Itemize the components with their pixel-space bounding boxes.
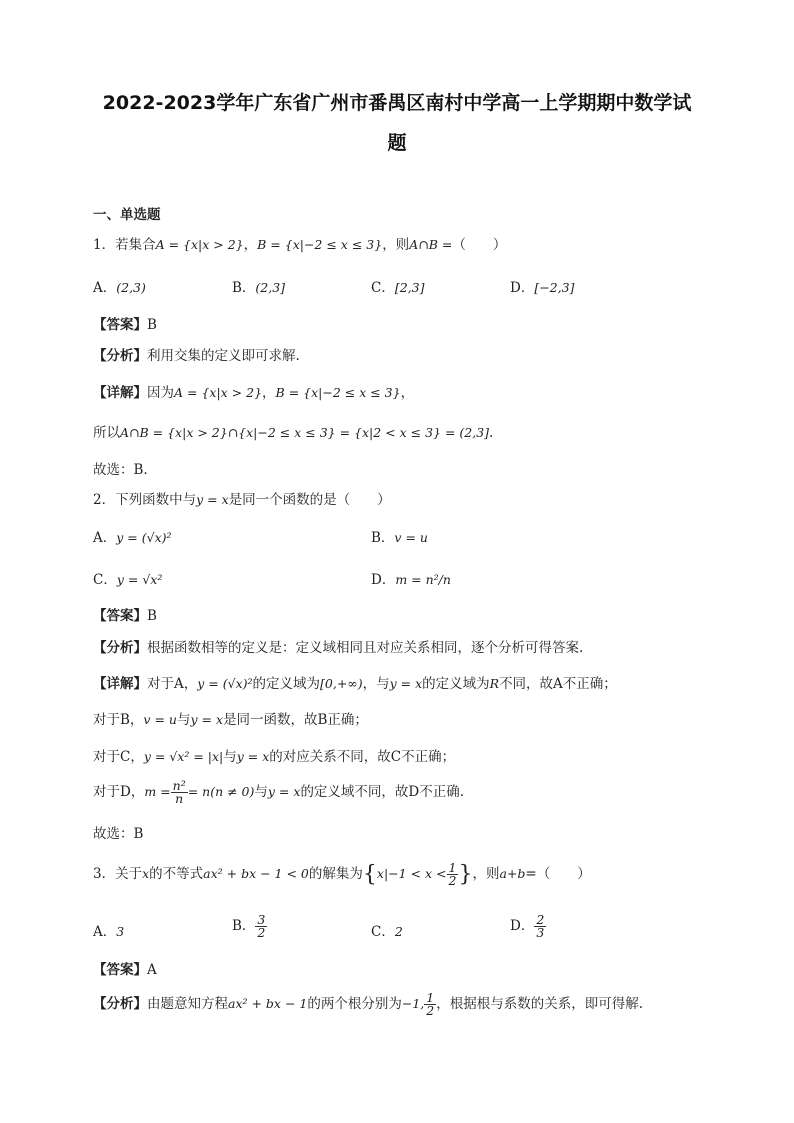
q1-answer-value: B [147,317,157,333]
q3-stem-text5: =（ ） [525,866,591,882]
q2-detail-2 [93,708,368,728]
q2-detail1-text4: 的定义域为 [422,676,490,692]
q2-detail1-text3: ，与 [362,676,390,692]
q3-option-d-numerator: 2 [536,912,545,927]
q2-detail1-expr2: y = x [389,676,423,691]
q1-set-b: B = {x|−2 ≤ x ≤ 3} [257,237,383,252]
q1-detail-tag: 【详解】 [93,385,147,401]
q3-set-open-brace: { [362,862,377,887]
q2-option-b-value: v = u [394,530,428,545]
q3-option-c-value: 2 [394,924,403,939]
q3-set-close-brace: } [458,862,473,887]
q1-option-b-letter: B． [232,280,256,296]
q3-analysis-numerator: 1 [426,990,435,1005]
q3-stem-ab: a+b [499,866,526,881]
q1-option-c-letter: C． [371,280,395,296]
q2-detail4-denominator: n [175,791,184,806]
q1-ask-expr: A∩B = [409,237,453,252]
q3-set-condition: x|−1 < x < [376,866,447,881]
q1-sep: ， [243,237,258,253]
q2-option-a [93,526,172,546]
q2-answer-value: B [147,608,157,624]
q3-answer-value: A [147,962,157,978]
q2-detail3-text3: 的对应关系不同，故C不正确； [269,749,456,765]
q3-analysis-expr: ax² + bx − 1 [228,996,308,1011]
q2-option-d-value: m = n²/n [395,572,451,587]
q1-so-expr: A∩B = {x|x > 2}∩{x|−2 ≤ x ≤ 3} = {x|2 < x ≤ 3} = (2,3] [120,425,490,440]
q3-analysis-text3: ，根据根与系数的关系，即可得解. [436,996,644,1012]
q2-detail-1 [93,672,617,692]
q1-option-a-letter: A． [93,280,117,296]
q2-detail3-text: 对于C， [93,749,144,765]
q3-answer-tag: 【答案】 [93,962,147,978]
q3-option-a-value: 3 [116,924,125,939]
q2-detail4-numerator: n² [172,778,186,793]
q3-set-denominator: 2 [448,873,457,888]
q2-option-c-value: y = √x² [116,572,163,587]
q2-detail2-text2: 与 [176,712,191,728]
q2-detail-3 [93,745,455,765]
q2-detail4-rest: = n(n ≠ 0) [187,784,255,799]
q3-option-a [93,920,124,940]
q1-detail [93,381,414,401]
q2-option-a-value: y = (√x)² [116,530,172,545]
q2-analysis [93,636,583,656]
q2-answer [93,604,157,624]
q3-option-b-fraction [255,914,267,939]
q1-option-b-value: (2,3] [255,280,286,295]
q1-analysis-text: 利用交集的定义即可求解. [147,348,300,364]
q2-detail4-expr2: y = x [267,784,301,799]
q3-stem-inequality: ax² + bx − 1 < 0 [203,866,309,881]
q3-analysis-text2: 的两个根分别为 [307,996,402,1012]
q3-answer [93,958,157,978]
q1-set-a: A = {x|x > 2} [155,237,244,252]
q2-choose: 故选：B [93,826,144,842]
q1-stem-paren: （ ） [452,237,507,253]
q3-option-c-letter: C． [371,924,395,940]
q2-detail1-text5: 不同，故A不正确； [499,676,617,692]
q1-stem [93,233,506,253]
q2-detail3-text2: 与 [223,749,237,765]
q2-detail4-text: 对于D， [93,784,145,800]
q2-detail1-R: R [489,676,500,691]
q3-set-fraction [447,862,459,887]
q3-analysis-tag: 【分析】 [93,996,147,1012]
q1-stem-text: 1．若集合 [93,237,156,253]
q1-option-d-letter: D． [510,280,535,296]
q1-detail-end: ， [400,385,415,401]
q3-stem [93,862,591,887]
q3-option-d [510,914,546,939]
q2-detail1-text: 对于A， [147,676,198,692]
q1-so-end: . [489,425,494,441]
q2-option-d-letter: D． [371,572,396,588]
q1-detail-text: 因为 [147,385,174,401]
q3-analysis [93,992,643,1017]
q3-stem-x: x [142,866,150,881]
q3-option-d-fraction [534,914,546,939]
q1-option-c-value: [2,3] [394,280,425,295]
q1-analysis-tag: 【分析】 [93,348,147,364]
q3-set-numerator: 1 [448,860,457,875]
q3-analysis-fraction [424,992,436,1017]
q2-analysis-tag: 【分析】 [93,640,147,656]
q1-detail-set-b: B = {x|−2 ≤ x ≤ 3} [275,385,401,400]
q3-option-d-denominator: 3 [536,925,545,940]
q2-detail1-domain: [0,+∞) [320,676,363,691]
q2-answer-tag: 【答案】 [93,608,147,624]
q2-detail3-expr2: y = x [236,749,270,764]
q1-detail-set-a: A = {x|x > 2} [174,385,263,400]
q1-so [93,421,493,441]
document-title-line2: 题 [387,132,407,154]
q2-stem [93,488,391,508]
q2-stem-expr: y = x [196,492,229,507]
q2-detail1-text2: 的定义域为 [252,676,321,692]
q2-detail4-text2: 与 [254,784,268,800]
q2-detail-4 [93,780,464,805]
q2-option-c-letter: C． [93,572,117,588]
q1-answer [93,313,157,333]
q2-detail4-text3: 的定义域不同，故D不正确. [300,784,465,800]
q3-stem-text3: 的解集为 [308,866,363,882]
q3-option-d-letter: D． [510,918,535,934]
q2-option-b [371,526,428,546]
q3-option-a-letter: A． [93,924,117,940]
document-title-line1: 2022-2023学年广东省广州市番禺区南村中学高一上学期期中数学试 [102,92,692,114]
q1-option-a-value: (2,3) [116,280,146,295]
q2-detail2-expr2: y = x [190,712,224,727]
q2-detail1-expr: y = (√x)² [197,676,253,691]
q2-option-a-letter: A． [93,530,117,546]
q1-option-a [93,276,146,296]
q1-choose: 故选：B. [93,462,148,478]
q2-detail-tag: 【详解】 [93,676,147,692]
q3-option-b-numerator: 3 [257,912,266,927]
q2-option-b-letter: B． [371,530,395,546]
q1-option-d [510,276,574,296]
q1-stem-text2: ，则 [382,237,410,253]
q3-option-c [371,920,403,940]
q2-stem-text: 2．下列函数中与 [93,492,197,508]
q3-option-b [232,914,267,939]
q2-detail4-fraction [171,780,188,805]
q2-analysis-text: 根据函数相等的定义是：定义域相同且对应关系相同，逐个分析可得答案. [147,640,584,656]
q1-option-b [232,276,285,296]
q2-detail2-text: 对于B， [93,712,144,728]
q3-option-b-denominator: 2 [257,925,266,940]
q3-analysis-text: 由题意知方程 [147,996,228,1012]
q2-option-d [371,568,451,588]
q3-stem-text2: 的不等式 [149,866,204,882]
q2-detail3-expr: y = √x² = |x| [143,749,224,764]
q3-stem-text4: ，则 [472,866,500,882]
q1-so-text: 所以 [93,425,120,441]
q2-detail4-m: m = [144,784,171,799]
q1-analysis [93,344,300,364]
q2-option-c [93,568,162,588]
q1-detail-sep: ， [262,385,276,401]
q2-stem-text2: 是同一个函数的是（ ） [228,492,391,508]
q3-analysis-roots: −1, [401,996,425,1011]
q3-option-b-letter: B． [232,918,256,934]
q1-answer-tag: 【答案】 [93,317,147,333]
section-heading: 一、单选题 [93,207,161,223]
q1-option-d-value: [−2,3] [534,280,575,295]
q3-analysis-denominator: 2 [426,1003,435,1018]
q2-detail2-text3: 是同一函数，故B正确； [223,712,368,728]
q1-option-c [371,276,424,296]
q3-stem-text: 3．关于 [93,866,143,882]
q2-detail2-expr: v = u [143,712,177,727]
